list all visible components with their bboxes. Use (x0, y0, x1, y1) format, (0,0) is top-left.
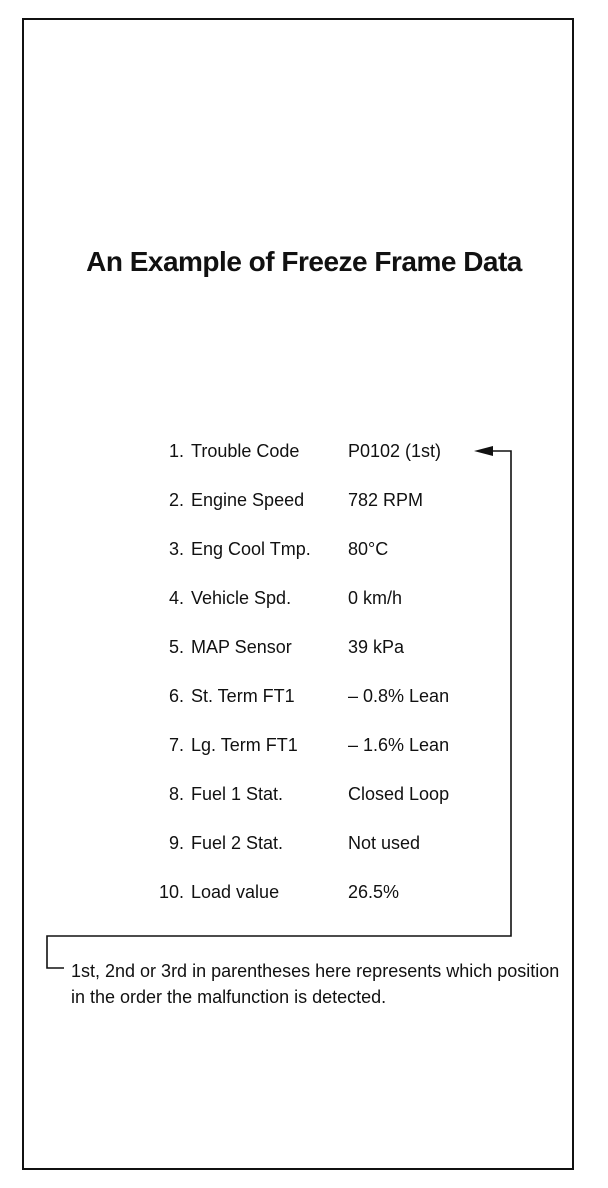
row-label: Vehicle Spd. (191, 588, 292, 608)
row-label: Eng Cool Tmp. (191, 539, 311, 559)
row-number: 4. (168, 588, 184, 608)
row-number: 5. (168, 637, 184, 657)
row-label: Trouble Code (191, 441, 300, 461)
row-value: 26.5% (348, 882, 400, 902)
row-value: – 1.6% Lean (348, 735, 450, 755)
row-value: 782 RPM (348, 490, 424, 510)
row-label: Engine Speed (191, 490, 305, 510)
data-row-trouble-code (0, 436, 608, 466)
data-row-map-sensor (0, 632, 608, 662)
row-label: Lg. Term FT1 (191, 735, 298, 755)
row-number: 8. (168, 784, 184, 804)
row-number: 1. (168, 441, 184, 461)
row-label: MAP Sensor (191, 637, 292, 657)
row-number: 10. (158, 882, 184, 902)
row-value: Closed Loop (348, 784, 450, 804)
page-title: An Example of Freeze Frame Data (86, 246, 522, 277)
row-value: P0102 (1st) (348, 441, 442, 461)
data-row-vehicle-speed (0, 583, 608, 613)
row-number: 7. (168, 735, 184, 755)
row-value: – 0.8% Lean (348, 686, 450, 706)
data-row-fuel-2-status (0, 828, 608, 858)
row-value: 0 km/h (348, 588, 403, 608)
data-row-long-term-ft1 (0, 730, 608, 760)
row-label: St. Term FT1 (191, 686, 295, 706)
row-label: Load value (191, 882, 280, 902)
data-row-load-value (0, 877, 608, 907)
row-number: 3. (168, 539, 184, 559)
footnote: 1st, 2nd or 3rd in parentheses here represents which position in the order the malfunction is detected. (71, 961, 560, 1007)
row-number: 2. (168, 490, 184, 510)
row-number: 9. (168, 833, 184, 853)
row-label: Fuel 2 Stat. (191, 833, 284, 853)
data-row-fuel-1-status (0, 779, 608, 809)
row-value: Not used (348, 833, 421, 853)
data-row-engine-coolant-temp (0, 534, 608, 564)
data-row-short-term-ft1 (0, 681, 608, 711)
row-value: 39 kPa (348, 637, 405, 657)
data-row-engine-speed (0, 485, 608, 515)
row-number: 6. (168, 686, 184, 706)
row-label: Fuel 1 Stat. (191, 784, 284, 804)
row-value: 80°C (348, 539, 389, 559)
